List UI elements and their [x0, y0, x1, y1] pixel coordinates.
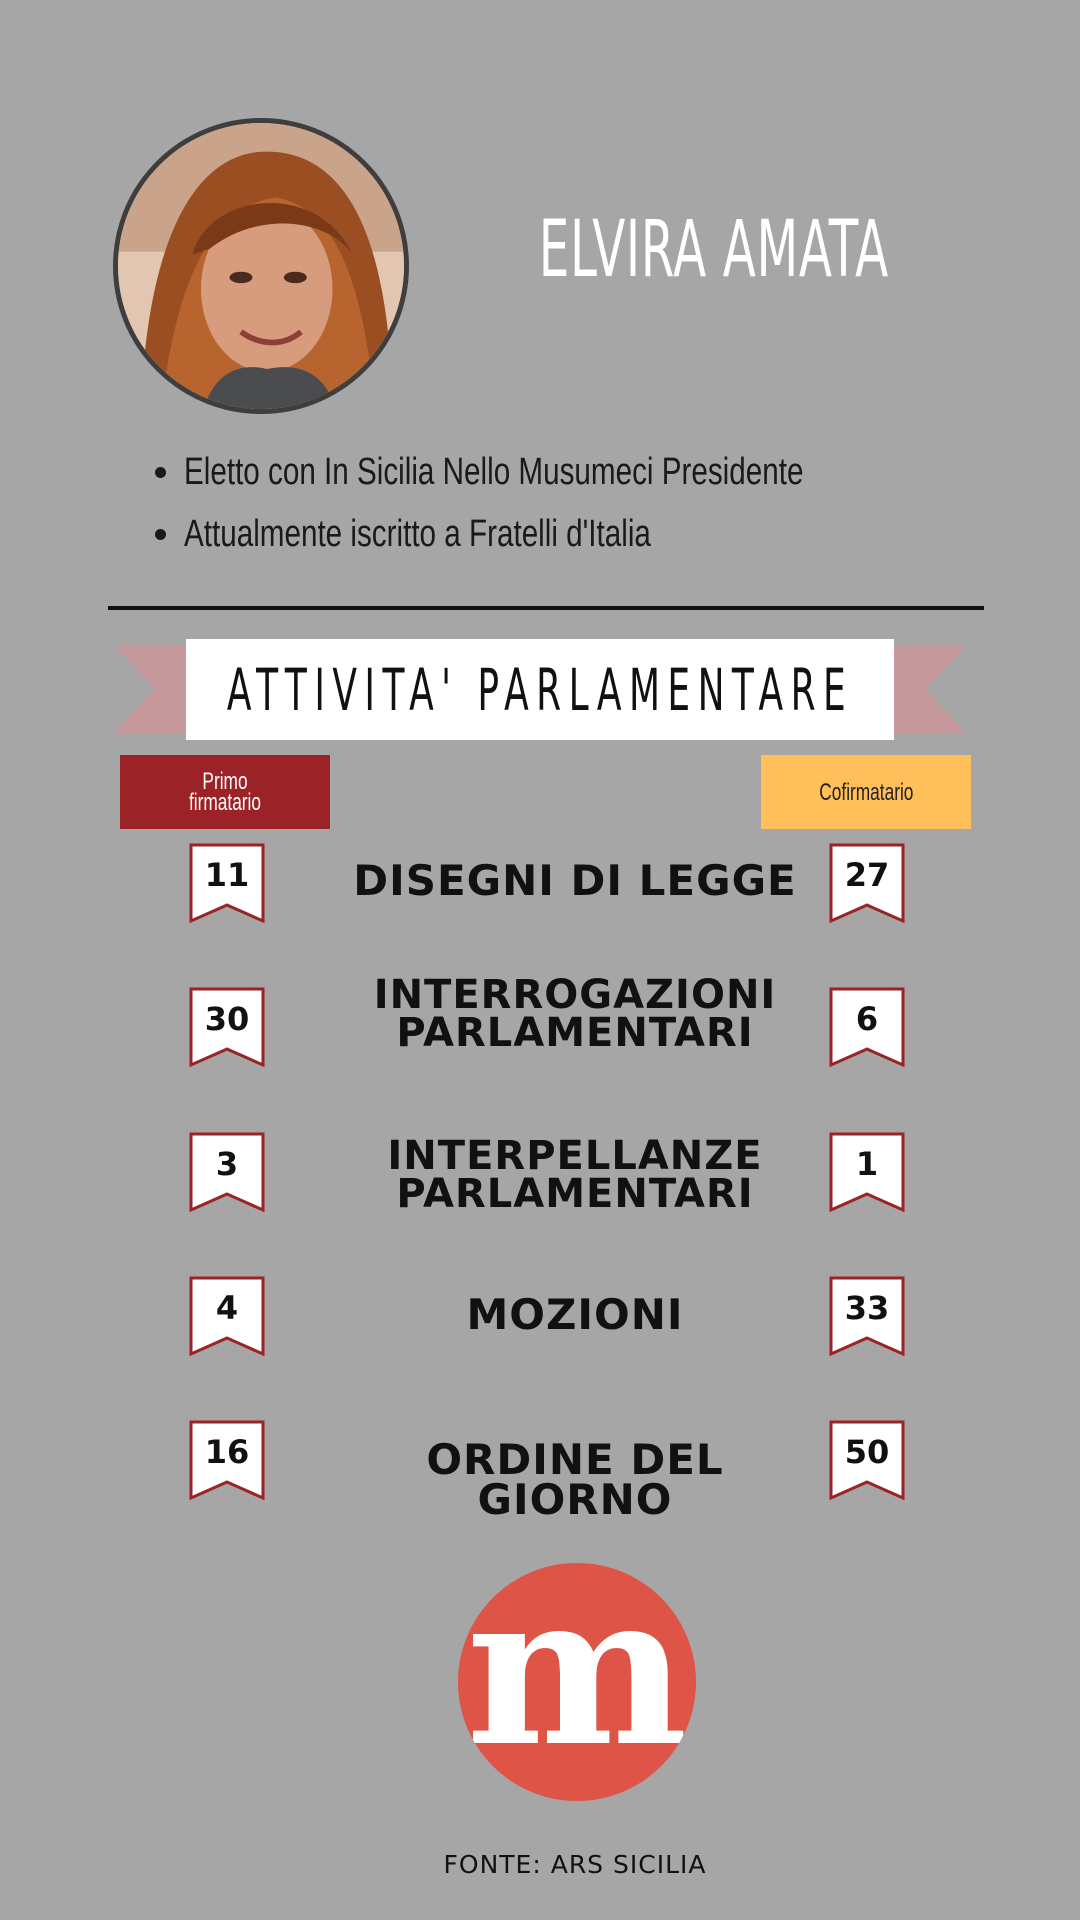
- row-label-interpellanze: INTERPELLANZE PARLAMENTARI: [387, 1133, 763, 1217]
- badge-primo-ordine: 16: [189, 1420, 265, 1502]
- svg-text:m: m: [465, 1563, 689, 1793]
- row-label-interrogazioni: INTERROGAZIONI PARLAMENTARI: [373, 972, 777, 1056]
- badge-cofirm-disegni: 27: [829, 843, 905, 925]
- profile-bullets: [148, 447, 978, 571]
- bullet-elected: • Eletto con In Sicilia Nello Musumeci Presidente: [184, 447, 978, 509]
- badge-primo-interrogazioni: 30: [189, 987, 265, 1069]
- cofirmatario-header: Cofirmatario: [761, 755, 971, 829]
- row-label-disegni: DISEGNI DI LEGGE: [353, 856, 797, 905]
- badge-cofirm-interpellanze: 1: [829, 1132, 905, 1214]
- badge-cofirm-ordine: 50: [829, 1420, 905, 1502]
- source-credit: FONTE: ARS SICILIA: [443, 1850, 707, 1879]
- profile-photo: [113, 118, 409, 414]
- politician-name: ELVIRA AMATA: [538, 205, 889, 295]
- badge-primo-disegni: 11: [189, 843, 265, 925]
- portrait-image: [118, 123, 404, 409]
- bullet-party: • Attualmente iscritto a Fratelli d'Italia: [184, 509, 978, 571]
- divider: [108, 606, 984, 610]
- row-label-ordine: ORDINE DEL GIORNO: [426, 1435, 724, 1524]
- publisher-logo: [458, 1563, 696, 1801]
- section-title: ATTIVITA' PARLAMENTARE: [186, 639, 894, 740]
- badge-cofirm-mozioni: 33: [829, 1276, 905, 1358]
- primo-firmatario-header: Primo firmatario: [120, 755, 330, 829]
- m-logo-icon: [458, 1563, 696, 1801]
- badge-cofirm-interrogazioni: 6: [829, 987, 905, 1069]
- badge-primo-mozioni: 4: [189, 1276, 265, 1358]
- row-label-mozioni: MOZIONI: [466, 1290, 684, 1339]
- badge-primo-interpellanze: 3: [189, 1132, 265, 1214]
